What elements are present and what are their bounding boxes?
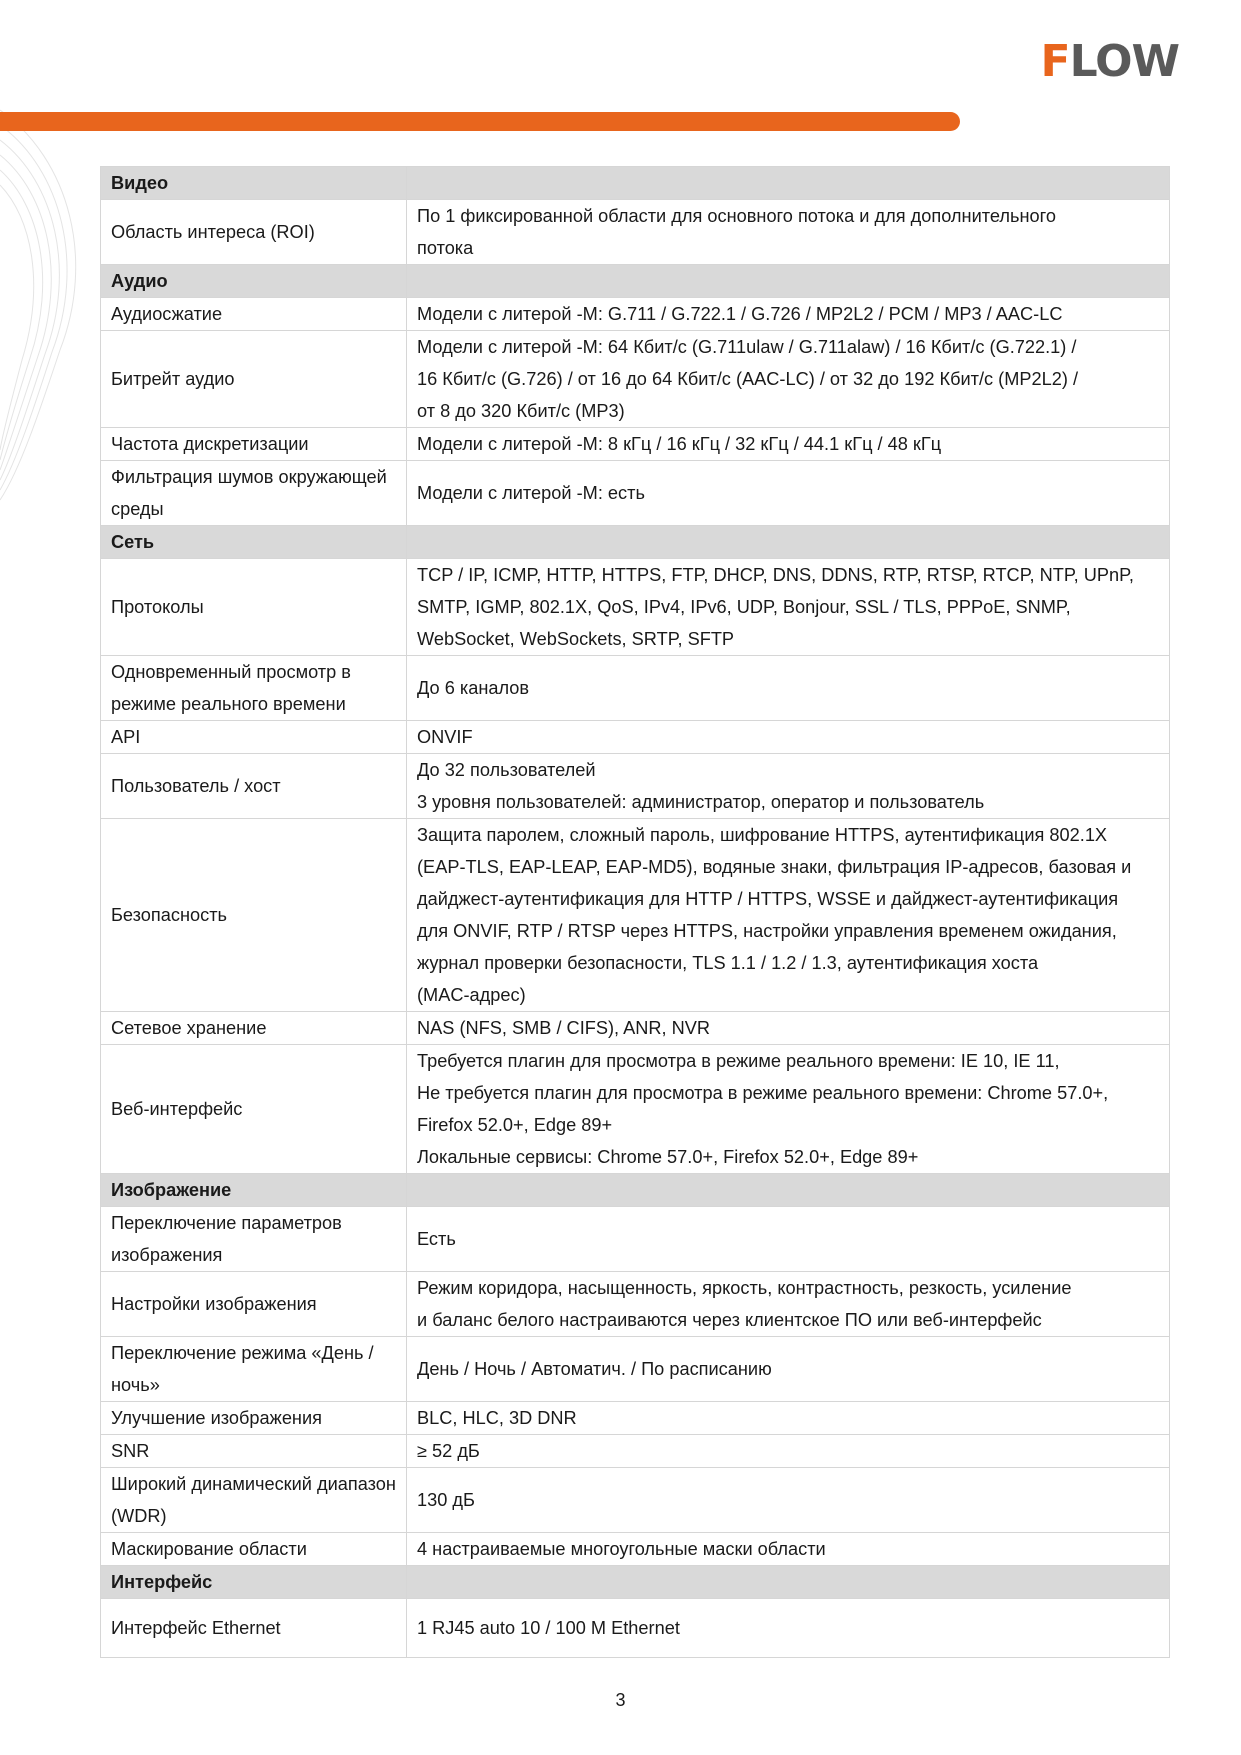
spec-value-line: День / Ночь / Автоматич. / По расписанию bbox=[417, 1359, 772, 1379]
spec-key: Частота дискретизации bbox=[101, 428, 407, 461]
spec-value bbox=[407, 1468, 1170, 1533]
spec-value-line: ≥ 52 дБ bbox=[417, 1441, 480, 1461]
spec-value-line: Локальные сервисы: Chrome 57.0+, Firefox 52.0+, Edge 89+ bbox=[417, 1147, 919, 1167]
spec-value-line: потока bbox=[417, 238, 474, 258]
spec-key: Безопасность bbox=[101, 819, 407, 1012]
spec-row bbox=[101, 721, 1170, 754]
spec-key: Сетевое хранение bbox=[101, 1012, 407, 1045]
page-number: 3 bbox=[615, 1690, 626, 1710]
section-blank-cell bbox=[407, 167, 1170, 200]
spec-value-line: WebSocket, WebSockets, SRTP, SFTP bbox=[417, 629, 735, 649]
spec-value bbox=[407, 754, 1170, 819]
spec-row bbox=[101, 298, 1170, 331]
spec-row bbox=[101, 200, 1170, 265]
spec-value-line: 1 RJ45 auto 10 / 100 M Ethernet bbox=[417, 1618, 680, 1638]
spec-value bbox=[407, 1435, 1170, 1468]
spec-row bbox=[101, 1012, 1170, 1045]
decorative-wave-lines bbox=[0, 90, 100, 510]
spec-value bbox=[407, 1012, 1170, 1045]
spec-row bbox=[101, 1045, 1170, 1174]
spec-table bbox=[100, 166, 1170, 1658]
spec-value bbox=[407, 1533, 1170, 1566]
spec-row bbox=[101, 1599, 1170, 1658]
spec-value-line: Есть bbox=[417, 1229, 456, 1249]
section-title: Изображение bbox=[101, 1174, 407, 1207]
spec-value bbox=[407, 656, 1170, 721]
spec-value-line: ONVIF bbox=[417, 727, 473, 747]
spec-key: SNR bbox=[101, 1435, 407, 1468]
spec-value-line: 3 уровня пользователей: администратор, оператор и пользователь bbox=[417, 792, 985, 812]
spec-key: Переключение режима «День / ночь» bbox=[101, 1337, 407, 1402]
spec-value bbox=[407, 1045, 1170, 1174]
section-header-row bbox=[101, 1174, 1170, 1207]
spec-value-line: Модели с литерой -M: G.711 / G.722.1 / G.726 / MP2L2 / PCM / MP3 / AAC-LC bbox=[417, 304, 1063, 324]
spec-value bbox=[407, 200, 1170, 265]
spec-key: Одновременный просмотр в режиме реального времени bbox=[101, 656, 407, 721]
spec-value-line: Не требуется плагин для просмотра в режиме реального времени: Chrome 57.0+, bbox=[417, 1083, 1109, 1103]
section-title: Сеть bbox=[101, 526, 407, 559]
spec-row bbox=[101, 428, 1170, 461]
spec-value-line: дайджест-аутентификация для HTTP / HTTPS, WSSE и дайджест-аутентификация bbox=[417, 889, 1119, 909]
spec-value-line: от 8 до 320 Кбит/с (MP3) bbox=[417, 401, 625, 421]
spec-row bbox=[101, 1207, 1170, 1272]
spec-value-line: и баланс белого настраиваются через клиентское ПО или веб-интерфейс bbox=[417, 1310, 1042, 1330]
spec-row bbox=[101, 1468, 1170, 1533]
spec-row bbox=[101, 819, 1170, 1012]
spec-value-line: TCP / IP, ICMP, HTTP, HTTPS, FTP, DHCP, DNS, DDNS, RTP, RTSP, RTCP, NTP, UPnP, bbox=[417, 565, 1134, 585]
spec-value-line: 16 Кбит/с (G.726) / от 16 до 64 Кбит/с (AAC-LC) / от 32 до 192 Кбит/с (MP2L2) / bbox=[417, 369, 1079, 389]
spec-key: Настройки изображения bbox=[101, 1272, 407, 1337]
spec-value bbox=[407, 1272, 1170, 1337]
spec-value bbox=[407, 559, 1170, 656]
spec-value-line: Модели с литерой -M: 8 кГц / 16 кГц / 32 кГц / 44.1 кГц / 48 кГц bbox=[417, 434, 942, 454]
spec-value bbox=[407, 331, 1170, 428]
header-accent-bar bbox=[0, 112, 960, 131]
spec-value-line: BLC, HLC, 3D DNR bbox=[417, 1408, 577, 1428]
section-header-row bbox=[101, 526, 1170, 559]
spec-key: Переключение параметров изображения bbox=[101, 1207, 407, 1272]
spec-row bbox=[101, 754, 1170, 819]
section-blank-cell bbox=[407, 526, 1170, 559]
spec-value bbox=[407, 298, 1170, 331]
spec-value bbox=[407, 1337, 1170, 1402]
spec-value-line: До 32 пользователей bbox=[417, 760, 596, 780]
spec-row bbox=[101, 559, 1170, 656]
spec-value-line: для ONVIF, RTP / RTSP через HTTPS, настройки управления временем ожидания, bbox=[417, 921, 1117, 941]
spec-value-line: SMTP, IGMP, 802.1X, QoS, IPv4, IPv6, UDP, Bonjour, SSL / TLS, PPPoE, SNMP, bbox=[417, 597, 1071, 617]
spec-key: API bbox=[101, 721, 407, 754]
spec-row bbox=[101, 1435, 1170, 1468]
spec-value bbox=[407, 819, 1170, 1012]
section-header-row bbox=[101, 167, 1170, 200]
spec-key: Пользователь / хост bbox=[101, 754, 407, 819]
brand-logo: FLOW bbox=[1040, 36, 1179, 87]
spec-value-line: (MAC-адрес) bbox=[417, 985, 526, 1005]
spec-value bbox=[407, 1599, 1170, 1658]
spec-key: Протоколы bbox=[101, 559, 407, 656]
spec-value bbox=[407, 721, 1170, 754]
spec-row bbox=[101, 331, 1170, 428]
section-title: Интерфейс bbox=[101, 1566, 407, 1599]
spec-key: Область интереса (ROI) bbox=[101, 200, 407, 265]
spec-value-line: Защита паролем, сложный пароль, шифрование HTTPS, аутентификация 802.1X bbox=[417, 825, 1108, 845]
spec-key: Улучшение изображения bbox=[101, 1402, 407, 1435]
section-blank-cell bbox=[407, 265, 1170, 298]
spec-row bbox=[101, 1272, 1170, 1337]
spec-value-line: До 6 каналов bbox=[417, 678, 530, 698]
spec-row bbox=[101, 1337, 1170, 1402]
spec-key: Интерфейс Ethernet bbox=[101, 1599, 407, 1658]
spec-row bbox=[101, 656, 1170, 721]
spec-value-line: 130 дБ bbox=[417, 1490, 475, 1510]
spec-key: Битрейт аудио bbox=[101, 331, 407, 428]
spec-value-line: Режим коридора, насыщенность, яркость, контрастность, резкость, усиление bbox=[417, 1278, 1072, 1298]
spec-value-line: Модели с литерой -M: 64 Кбит/с (G.711ulaw / G.711alaw) / 16 Кбит/с (G.722.1) / bbox=[417, 337, 1077, 357]
spec-value bbox=[407, 1402, 1170, 1435]
spec-value-line: (EAP-TLS, EAP-LEAP, EAP-MD5), водяные знаки, фильтрация IP-адресов, базовая и bbox=[417, 857, 1132, 877]
section-header-row bbox=[101, 265, 1170, 298]
spec-key: Аудиосжатие bbox=[101, 298, 407, 331]
section-title: Видео bbox=[101, 167, 407, 200]
section-header-row bbox=[101, 1566, 1170, 1599]
spec-value-line: Firefox 52.0+, Edge 89+ bbox=[417, 1115, 613, 1135]
spec-row bbox=[101, 461, 1170, 526]
spec-value bbox=[407, 461, 1170, 526]
spec-row bbox=[101, 1533, 1170, 1566]
spec-value-line: По 1 фиксированной области для основного потока и для дополнительного bbox=[417, 206, 1056, 226]
spec-key: Веб-интерфейс bbox=[101, 1045, 407, 1174]
section-blank-cell bbox=[407, 1174, 1170, 1207]
spec-value-line: NAS (NFS, SMB / CIFS), ANR, NVR bbox=[417, 1018, 711, 1038]
spec-row bbox=[101, 1402, 1170, 1435]
spec-value-line: 4 настраиваемые многоугольные маски области bbox=[417, 1539, 826, 1559]
spec-value bbox=[407, 1207, 1170, 1272]
spec-key: Широкий динамический диапазон (WDR) bbox=[101, 1468, 407, 1533]
spec-value-line: Модели с литерой -M: есть bbox=[417, 483, 645, 503]
spec-value-line: журнал проверки безопасности, TLS 1.1 / 1.2 / 1.3, аутентификация хоста bbox=[417, 953, 1039, 973]
section-blank-cell bbox=[407, 1566, 1170, 1599]
section-title: Аудио bbox=[101, 265, 407, 298]
spec-key: Фильтрация шумов окружающей среды bbox=[101, 461, 407, 526]
spec-value-line: Требуется плагин для просмотра в режиме реального времени: IE 10, IE 11, bbox=[417, 1051, 1060, 1071]
spec-key: Маскирование области bbox=[101, 1533, 407, 1566]
spec-value bbox=[407, 428, 1170, 461]
